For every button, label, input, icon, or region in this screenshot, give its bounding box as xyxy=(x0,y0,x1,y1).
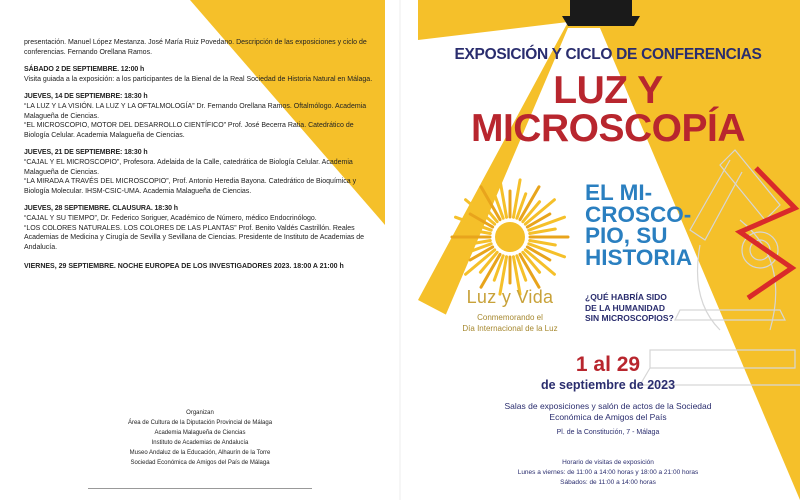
subtitle-line: CROSCO- xyxy=(585,201,692,227)
date-month: de septiembre de 2023 xyxy=(540,378,676,392)
venue-line: Económica de Amigos del País xyxy=(549,411,667,422)
intro-text: presentación. Manuel López Mestanza. José María Ruiz Povedano. Descripción de las exposiciones y ciclo de conferencias. Fernando Orellana Ramos. xyxy=(24,39,367,56)
brand-tagline xyxy=(430,312,590,334)
divider xyxy=(88,488,312,489)
event-detail: “CAJAL Y SU TIEMPO”, Dr. Federico Soriguer, Académico de Número, médico Endocrinólogo. xyxy=(24,214,317,222)
question-line: ¿QUÉ HABRÍA SIDO xyxy=(585,292,667,302)
hours-saturday: Sábados: de 11:00 a 14:00 horas xyxy=(560,479,656,486)
organizers-block xyxy=(100,408,300,468)
organizer-item: Área de Cultura de la Diputación Provincial de Málaga xyxy=(127,420,273,426)
organizer-item: Sociedad Económica de Amigos del País de Málaga xyxy=(130,460,270,466)
night-event: VIERNES, 29 SEPTIEMBRE. NOCHE EUROPEA DE LOS INVESTIGADORES 2023. 18:00 A 21:00 h xyxy=(24,263,344,271)
lamp-icon xyxy=(562,0,640,26)
brand-line: Día Internacional de la Luz xyxy=(462,324,558,333)
event-detail: “LA MIRADA A TRAVÉS DEL MICROSCOPIO”, Prof. Antonio Heredia Bayona. Catedrático de Bioquímica y Biología Molecular. IHSM-CSIC-UMA. Academia Malagueña de Ciencias. xyxy=(24,178,357,195)
event-detail: “CAJAL Y EL MICROSCOPIO”, Profesora. Adelaida de la Calle, catedrática de Biología Celular. Academia Malagueña de Ciencias. xyxy=(24,158,353,176)
date-range: 1 al 29 xyxy=(575,353,641,376)
subtitle-line: EL MI- xyxy=(585,180,653,205)
brand-name: Luz y Vida xyxy=(466,287,554,307)
program-panel xyxy=(24,38,374,272)
event-heading: SÁBADO 2 DE SEPTIEMBRE. 12:00 h xyxy=(24,66,145,74)
subtitle-line: PIO, SU xyxy=(585,223,668,248)
venue-line: Salas de exposiciones y salón de actos de la Sociedad xyxy=(504,401,712,411)
subtitle-line: HISTORIA xyxy=(585,244,693,270)
organizer-item: Instituto de Academias de Andalucía xyxy=(151,440,249,446)
title-line: LUZ Y xyxy=(553,69,663,112)
event-detail: “LA LUZ Y LA VISIÓN. LA LUZ Y LA OFTALMOLOGÍA” Dr. Fernando Orellana Ramos. Oftalmólogo. Academia Malagueña de Ciencias. xyxy=(24,102,367,120)
venue xyxy=(430,401,786,422)
event-heading: JUEVES, 28 SEPTIEMBRE. CLAUSURA. 18:30 h xyxy=(24,205,178,213)
question-line: DE LA HUMANIDAD xyxy=(585,302,665,313)
question-line: SIN MICROSCOPIOS? xyxy=(585,313,674,323)
event-detail: “EL MICROSCOPIO, MOTOR DEL DESARROLLO CIENTÍFICO” Prof. José Becerra Ratia. Catedrático de Biología Celular. Academia Malagueña de Ciencias. xyxy=(24,122,354,139)
sun-logo-graphic xyxy=(445,172,575,302)
organizer-item: Museo Andaluz de la Educación, Alhaurín de la Torre xyxy=(129,450,271,456)
subtitle xyxy=(585,182,735,268)
event-detail: “LOS COLORES NATURALES. LOS COLORES DE LAS PLANTAS” Prof. Benito Valdés Castrillón. Reales Academias de Medicina y Cirugía de Sevilla y Sevillana de Ciencias. Presidente de Instituto de Academias de Andalucía. xyxy=(24,224,365,251)
organizers-title: Organizan xyxy=(186,410,214,416)
organizer-item: Academia Malagueña de Ciencias xyxy=(154,430,246,436)
pretitle: EXPOSICIÓN Y CICLO DE CONFERENCIAS xyxy=(454,46,762,63)
brand-line: Conmemorando el xyxy=(477,313,543,322)
page-title xyxy=(418,69,798,150)
hours-weekdays: Lunes a viernes: de 11:00 a 14:00 horas y 18:00 a 21:00 horas xyxy=(517,469,699,476)
event-heading: JUEVES, 21 DE SEPTIEMBRE: 18:30 h xyxy=(24,149,148,157)
address: Pl. de la Constitución, 7 - Málaga xyxy=(556,429,660,436)
opening-hours xyxy=(430,458,786,488)
sun-logo-icon xyxy=(445,172,575,302)
title-line: MICROSCOPÍA xyxy=(470,107,745,150)
event-detail: Visita guiada a la exposición: a los participantes de la Bienal de la Real Sociedad de Historia Natural en Málaga. xyxy=(24,75,373,83)
hours-title: Horario de visitas de exposición xyxy=(562,459,654,466)
event-heading: JUEVES, 14 DE SEPTIEMBRE: 18:30 h xyxy=(24,93,148,101)
question-text xyxy=(585,292,725,324)
